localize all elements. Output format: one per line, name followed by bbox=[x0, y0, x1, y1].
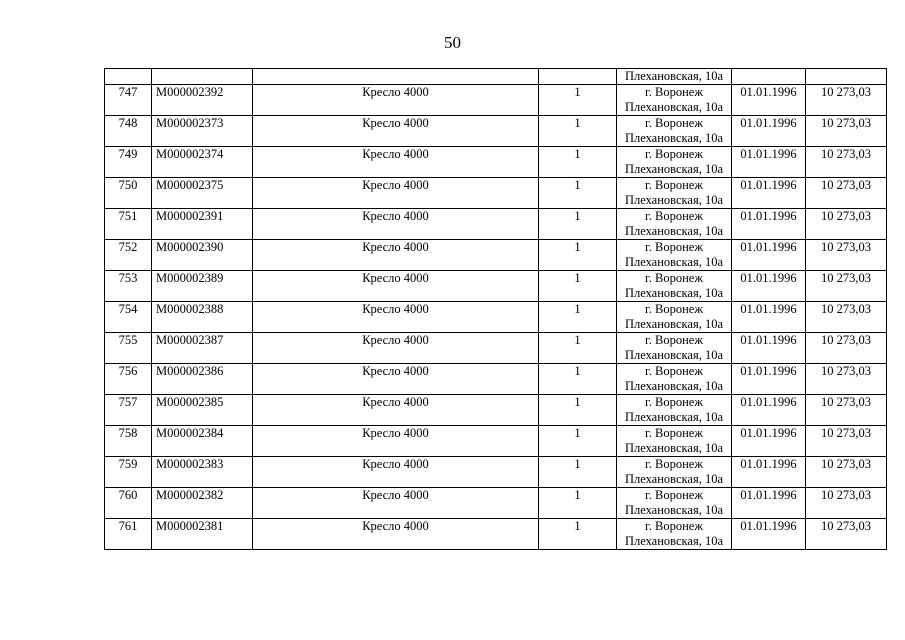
item-name-cell: Кресло 4000 bbox=[253, 116, 539, 147]
address-line-1: г. Воронеж bbox=[645, 85, 703, 99]
table-row bbox=[105, 85, 887, 116]
cost-cell: 10 273,03 bbox=[806, 457, 887, 488]
address-line-2: Плехановская, 10а bbox=[624, 534, 724, 548]
date-cell: 01.01.1996 bbox=[732, 271, 806, 302]
row-number-cell: 754 bbox=[105, 302, 152, 333]
address-line-2: Плехановская, 10а bbox=[624, 441, 724, 455]
row-number-cell: 759 bbox=[105, 457, 152, 488]
item-name-cell: Кресло 4000 bbox=[253, 519, 539, 550]
address-line-2: Плехановская, 10а bbox=[624, 162, 724, 176]
row-number-cell: 753 bbox=[105, 271, 152, 302]
address-cell bbox=[617, 209, 732, 240]
item-name-cell: Кресло 4000 bbox=[253, 426, 539, 457]
date-cell: 01.01.1996 bbox=[732, 209, 806, 240]
quantity-cell: 1 bbox=[539, 364, 617, 395]
date-cell bbox=[732, 69, 806, 85]
row-number-cell: 748 bbox=[105, 116, 152, 147]
address-cell bbox=[617, 178, 732, 209]
address-cell bbox=[617, 333, 732, 364]
item-name-cell: Кресло 4000 bbox=[253, 488, 539, 519]
address-line-1: г. Воронеж bbox=[645, 178, 703, 192]
date-cell: 01.01.1996 bbox=[732, 364, 806, 395]
address-line-1: г. Воронеж bbox=[645, 116, 703, 130]
inventory-number-cell: М000002388 bbox=[152, 302, 253, 333]
address-line-2: Плехановская, 10а bbox=[624, 224, 724, 238]
row-number-cell: 760 bbox=[105, 488, 152, 519]
table-row bbox=[105, 364, 887, 395]
address-line-1: г. Воронеж bbox=[645, 519, 703, 533]
quantity-cell: 1 bbox=[539, 116, 617, 147]
date-cell: 01.01.1996 bbox=[732, 519, 806, 550]
item-name-cell: Кресло 4000 bbox=[253, 240, 539, 271]
address-line-2: Плехановская, 10а bbox=[624, 255, 724, 269]
inventory-number-cell: М000002373 bbox=[152, 116, 253, 147]
inventory-number-cell: М000002381 bbox=[152, 519, 253, 550]
address-line-2: Плехановская, 10а bbox=[624, 317, 724, 331]
cost-cell: 10 273,03 bbox=[806, 426, 887, 457]
cost-cell: 10 273,03 bbox=[806, 240, 887, 271]
cost-cell: 10 273,03 bbox=[806, 85, 887, 116]
continuation-row bbox=[105, 69, 887, 85]
item-name-cell: Кресло 4000 bbox=[253, 457, 539, 488]
date-cell: 01.01.1996 bbox=[732, 147, 806, 178]
quantity-cell: 1 bbox=[539, 395, 617, 426]
item-name-cell bbox=[253, 69, 539, 85]
address-cell bbox=[617, 426, 732, 457]
item-name-cell: Кресло 4000 bbox=[253, 178, 539, 209]
address-cell bbox=[617, 395, 732, 426]
address-line-1: г. Воронеж bbox=[645, 333, 703, 347]
address-cell bbox=[617, 240, 732, 271]
inventory-number-cell: М000002387 bbox=[152, 333, 253, 364]
address-cell bbox=[617, 85, 732, 116]
inventory-number-cell: М000002386 bbox=[152, 364, 253, 395]
address-line-1: г. Воронеж bbox=[645, 488, 703, 502]
date-cell: 01.01.1996 bbox=[732, 85, 806, 116]
table-row bbox=[105, 271, 887, 302]
address-line-1: г. Воронеж bbox=[645, 364, 703, 378]
row-number-cell: 751 bbox=[105, 209, 152, 240]
address-cell bbox=[617, 457, 732, 488]
row-number-cell: 755 bbox=[105, 333, 152, 364]
inventory-number-cell: М000002391 bbox=[152, 209, 253, 240]
address-line-2: Плехановская, 10а bbox=[624, 410, 724, 424]
date-cell: 01.01.1996 bbox=[732, 457, 806, 488]
date-cell: 01.01.1996 bbox=[732, 426, 806, 457]
address-cell bbox=[617, 271, 732, 302]
inventory-number-cell: М000002383 bbox=[152, 457, 253, 488]
item-name-cell: Кресло 4000 bbox=[253, 85, 539, 116]
quantity-cell: 1 bbox=[539, 426, 617, 457]
quantity-cell: 1 bbox=[539, 302, 617, 333]
quantity-cell: 1 bbox=[539, 209, 617, 240]
inventory-number-cell: М000002392 bbox=[152, 85, 253, 116]
asset-table bbox=[104, 68, 887, 550]
cost-cell: 10 273,03 bbox=[806, 519, 887, 550]
table-row bbox=[105, 116, 887, 147]
date-cell: 01.01.1996 bbox=[732, 488, 806, 519]
cost-cell: 10 273,03 bbox=[806, 488, 887, 519]
quantity-cell: 1 bbox=[539, 271, 617, 302]
quantity-cell: 1 bbox=[539, 178, 617, 209]
row-number-cell: 752 bbox=[105, 240, 152, 271]
cost-cell: 10 273,03 bbox=[806, 364, 887, 395]
inventory-number-cell bbox=[152, 69, 253, 85]
cost-cell: 10 273,03 bbox=[806, 209, 887, 240]
quantity-cell: 1 bbox=[539, 457, 617, 488]
inventory-number-cell: М000002390 bbox=[152, 240, 253, 271]
date-cell: 01.01.1996 bbox=[732, 178, 806, 209]
row-number-cell: 756 bbox=[105, 364, 152, 395]
asset-table-body bbox=[105, 69, 887, 550]
table-row bbox=[105, 147, 887, 178]
row-number-cell: 750 bbox=[105, 178, 152, 209]
quantity-cell: 1 bbox=[539, 240, 617, 271]
quantity-cell: 1 bbox=[539, 147, 617, 178]
cost-cell: 10 273,03 bbox=[806, 271, 887, 302]
row-number-cell: 749 bbox=[105, 147, 152, 178]
table-row bbox=[105, 395, 887, 426]
inventory-number-cell: М000002385 bbox=[152, 395, 253, 426]
table-row bbox=[105, 333, 887, 364]
table-row bbox=[105, 240, 887, 271]
item-name-cell: Кресло 4000 bbox=[253, 302, 539, 333]
item-name-cell: Кресло 4000 bbox=[253, 364, 539, 395]
address-cell bbox=[617, 302, 732, 333]
inventory-number-cell: М000002374 bbox=[152, 147, 253, 178]
address-line-2: Плехановская, 10а bbox=[624, 100, 724, 114]
quantity-cell: 1 bbox=[539, 333, 617, 364]
address-line-1: г. Воронеж bbox=[645, 302, 703, 316]
page-number: 50 bbox=[444, 33, 461, 52]
item-name-cell: Кресло 4000 bbox=[253, 395, 539, 426]
item-name-cell: Кресло 4000 bbox=[253, 333, 539, 364]
inventory-number-cell: М000002375 bbox=[152, 178, 253, 209]
address-line-2: Плехановская, 10а bbox=[624, 379, 724, 393]
cost-cell: 10 273,03 bbox=[806, 116, 887, 147]
date-cell: 01.01.1996 bbox=[732, 395, 806, 426]
address-line-1: г. Воронеж bbox=[645, 395, 703, 409]
address-line-2: Плехановская, 10а bbox=[624, 193, 724, 207]
address-cell bbox=[617, 69, 732, 85]
cost-cell: 10 273,03 bbox=[806, 147, 887, 178]
quantity-cell bbox=[539, 69, 617, 85]
address-cell bbox=[617, 519, 732, 550]
address-line-1: г. Воронеж bbox=[645, 271, 703, 285]
cost-cell: 10 273,03 bbox=[806, 395, 887, 426]
row-number-cell: 757 bbox=[105, 395, 152, 426]
table-row bbox=[105, 457, 887, 488]
date-cell: 01.01.1996 bbox=[732, 116, 806, 147]
address-line-2: Плехановская, 10а bbox=[624, 472, 724, 486]
table-row bbox=[105, 209, 887, 240]
address-line-1: г. Воронеж bbox=[645, 147, 703, 161]
inventory-number-cell: М000002382 bbox=[152, 488, 253, 519]
address-line-2: Плехановская, 10а bbox=[624, 286, 724, 300]
address-cell bbox=[617, 488, 732, 519]
quantity-cell: 1 bbox=[539, 519, 617, 550]
cost-cell: 10 273,03 bbox=[806, 302, 887, 333]
address-line-1: г. Воронеж bbox=[645, 426, 703, 440]
address-line-2: Плехановская, 10а bbox=[624, 69, 724, 83]
address-cell bbox=[617, 116, 732, 147]
date-cell: 01.01.1996 bbox=[732, 240, 806, 271]
address-cell bbox=[617, 364, 732, 395]
address-line-2: Плехановская, 10а bbox=[624, 131, 724, 145]
table-row bbox=[105, 426, 887, 457]
address-line-2: Плехановская, 10а bbox=[624, 348, 724, 362]
table-row bbox=[105, 302, 887, 333]
table-row bbox=[105, 488, 887, 519]
address-line-1: г. Воронеж bbox=[645, 209, 703, 223]
item-name-cell: Кресло 4000 bbox=[253, 271, 539, 302]
table-row bbox=[105, 178, 887, 209]
cost-cell: 10 273,03 bbox=[806, 333, 887, 364]
item-name-cell: Кресло 4000 bbox=[253, 147, 539, 178]
row-number-cell: 758 bbox=[105, 426, 152, 457]
row-number-cell: 761 bbox=[105, 519, 152, 550]
inventory-number-cell: М000002389 bbox=[152, 271, 253, 302]
date-cell: 01.01.1996 bbox=[732, 302, 806, 333]
date-cell: 01.01.1996 bbox=[732, 333, 806, 364]
address-cell bbox=[617, 147, 732, 178]
item-name-cell: Кресло 4000 bbox=[253, 209, 539, 240]
quantity-cell: 1 bbox=[539, 488, 617, 519]
cost-cell: 10 273,03 bbox=[806, 178, 887, 209]
cost-cell bbox=[806, 69, 887, 85]
quantity-cell: 1 bbox=[539, 85, 617, 116]
row-number-cell bbox=[105, 69, 152, 85]
row-number-cell: 747 bbox=[105, 85, 152, 116]
table-row bbox=[105, 519, 887, 550]
address-line-1: г. Воронеж bbox=[645, 240, 703, 254]
address-line-2: Плехановская, 10а bbox=[624, 503, 724, 517]
address-line-1: г. Воронеж bbox=[645, 457, 703, 471]
inventory-number-cell: М000002384 bbox=[152, 426, 253, 457]
